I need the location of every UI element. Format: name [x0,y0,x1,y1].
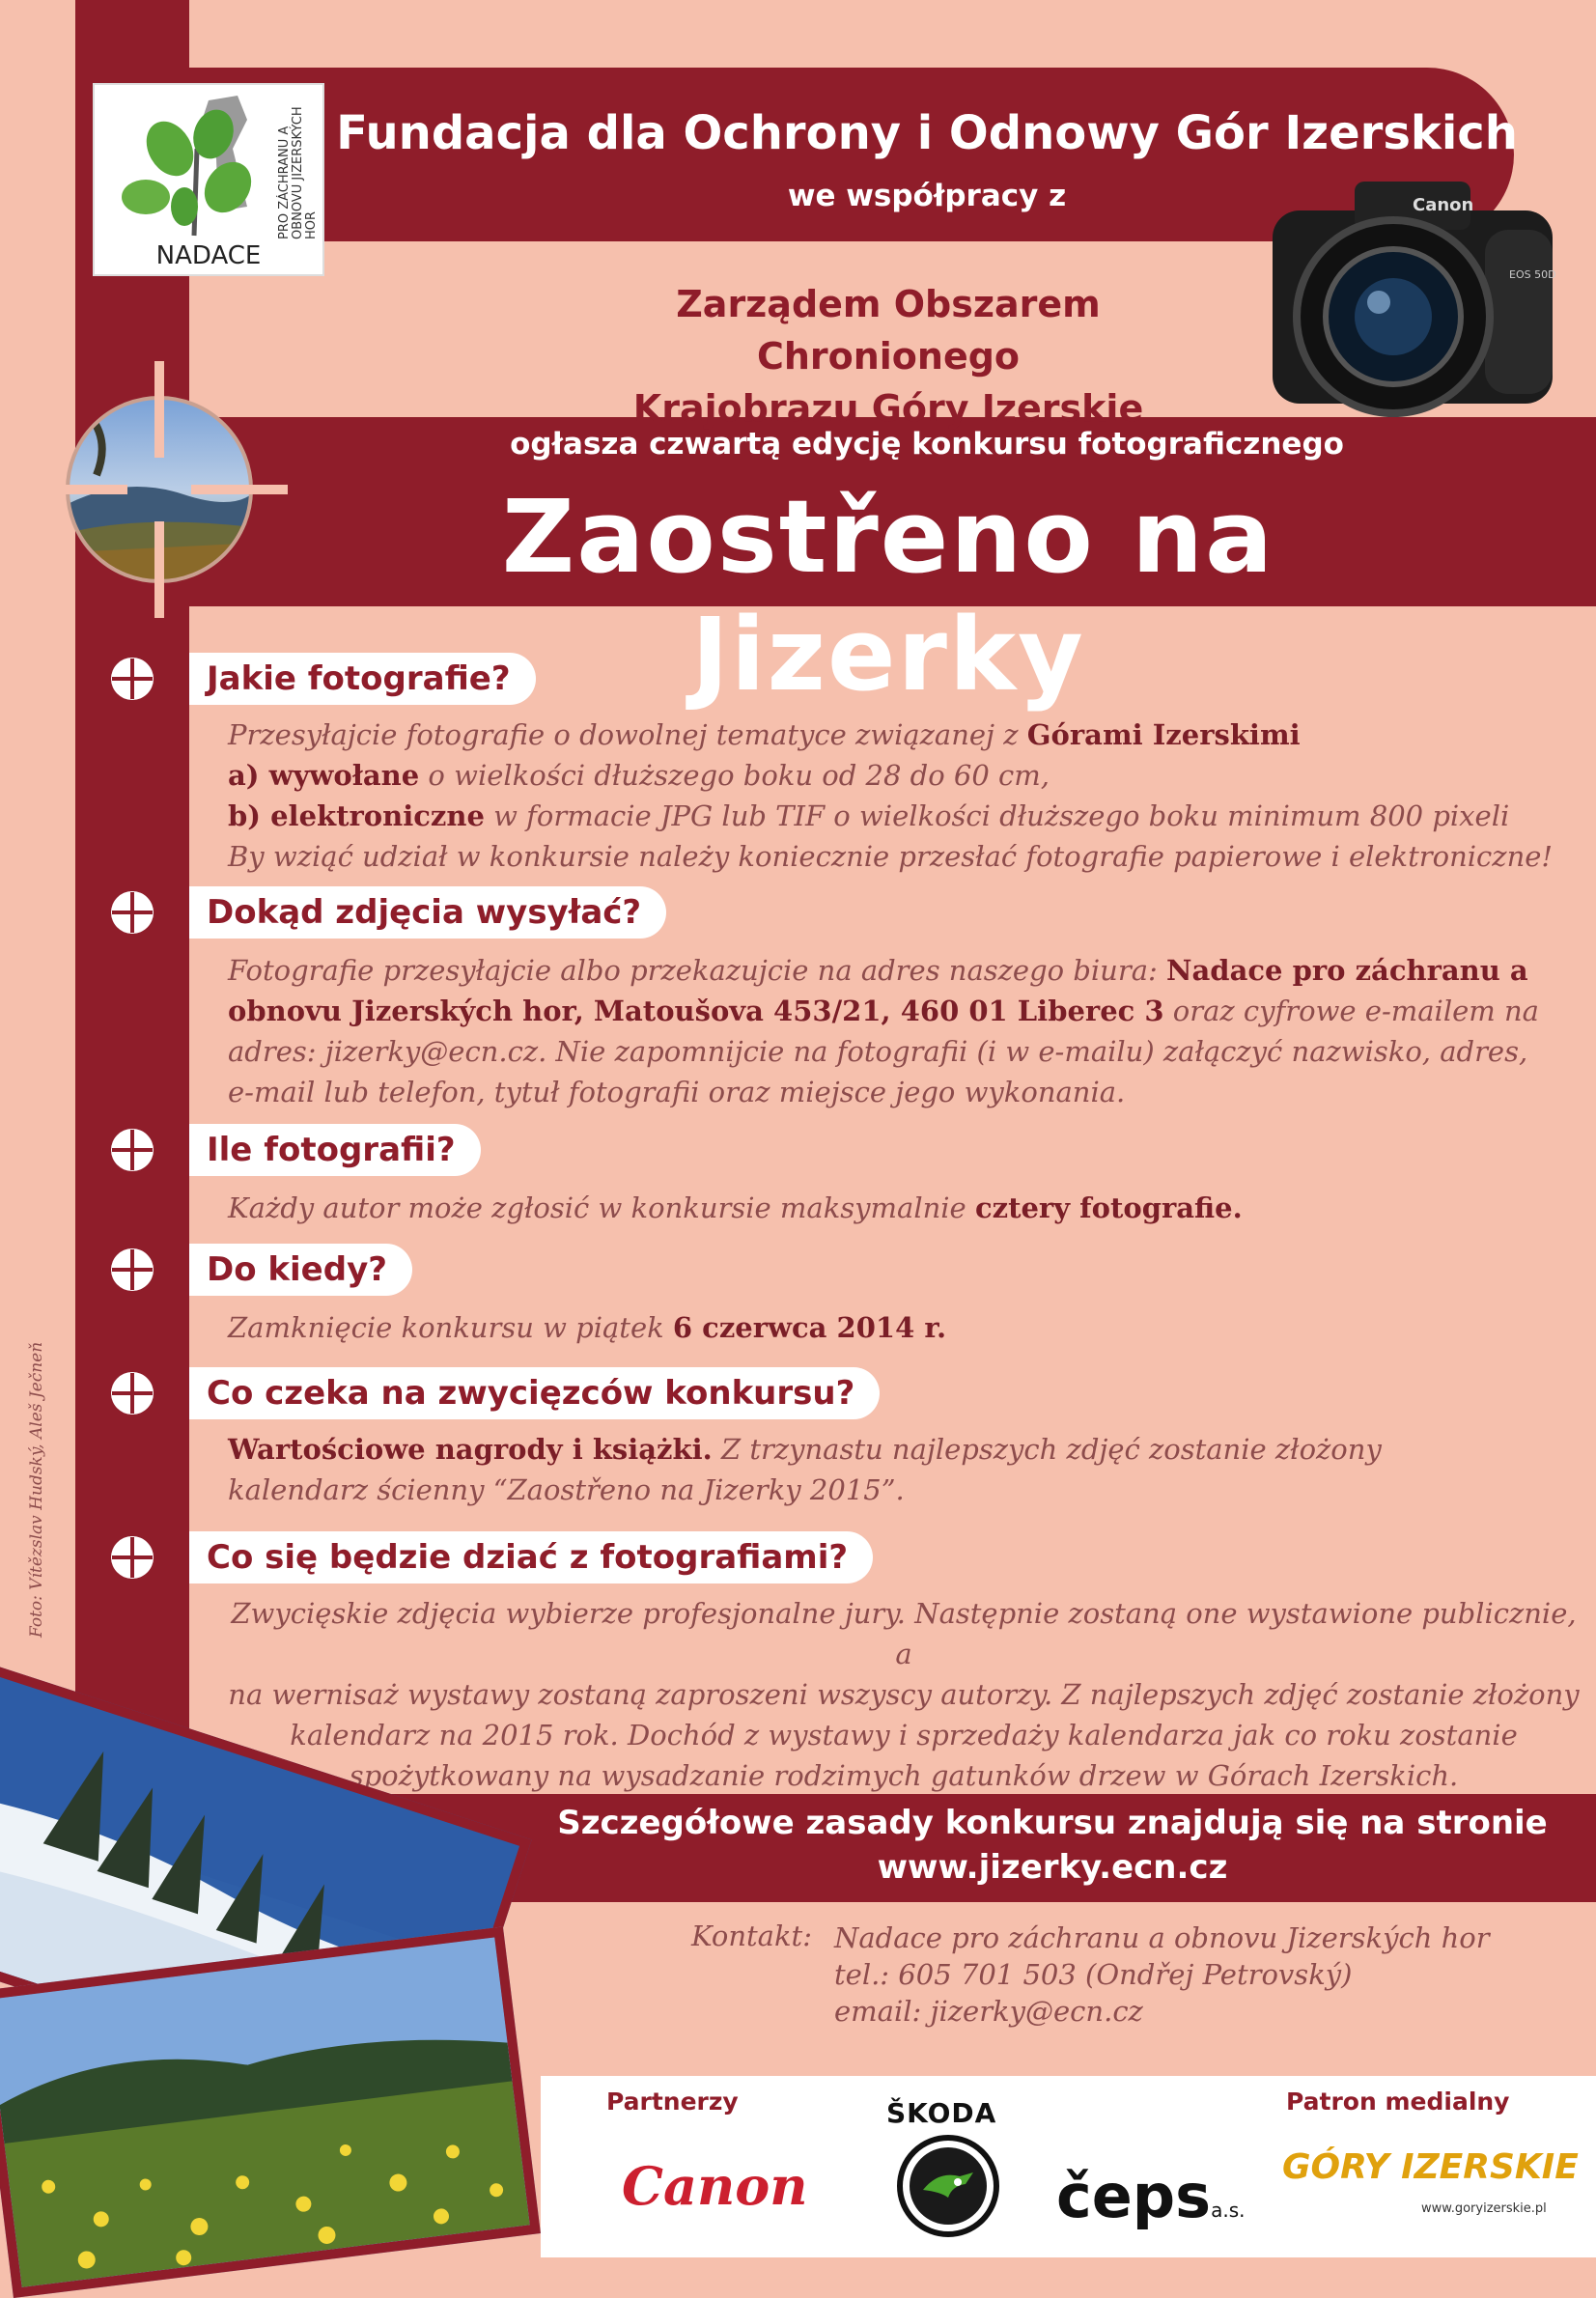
section-5-text: Wartościowe nagrody i książki. Z trzynastu najlepszych zdjęć zostanie złożony kalendarz ścienny “Zaostřeno na Jizerky 2015”. [228,1433,1382,1506]
heading-dokad-wysylac: Dokąd zdjęcia wysyłać? [189,886,666,939]
heading-nagrody: Co czeka na zwycięzców konkursu? [189,1367,880,1419]
partner-organization [541,278,1236,434]
canon-logo: Canon [622,2155,808,2217]
media-patron-label: Patron medialny [1286,2088,1510,2116]
contact-org: Nadace pro záchranu a obnovu Jizerských hor [834,1921,1490,1954]
heading-co-z-fotografiami: Co się będzie dziać z fotografiami? [189,1531,873,1583]
crosshair-photo [29,359,290,620]
contest-title: Zaostřeno na Jizerky [501,478,1275,714]
crosshair-bullet-icon [110,1535,154,1580]
partners-label: Partnerzy [606,2088,739,2116]
logo-text: NADACE [155,241,262,270]
contact-label: Kontakt: [691,1920,812,1952]
crosshair-bullet-icon [110,657,154,701]
contact-details [834,1920,1490,2030]
crosshair-bullet-icon [110,890,154,935]
partner-line-2: Krajobrazu Góry Izerskie [632,387,1144,430]
section-1-text: Przesyłajcie fotografie o dowolnej tematyce związanej z Górami Izerskimi a) wywołane o wielkości dłuższego boku od 28 do 60 cm, b) elektroniczne w formacie JPG lub TIF o wielkości dłuższego boku minimum 800 pixeli By wziąć udział w konkursie należy koniecznie przesłać fotografie papierowe i elektroniczne! [228,718,1554,873]
ceps-logo: čepsa.s. [1056,2161,1246,2231]
cooperation-text: we współpracy z [787,179,1067,213]
rules-info [521,1801,1583,1890]
section-4-text: Zamknięcie konkursu w piątek 6 czerwca 2014 r. [228,1311,947,1344]
section-2-text: Fotografie przesyłajcie albo przekazujcie na adres naszego biura: Nadace pro záchranu a obnovu Jizerských hor, Matoušova 453/21, 460 01 Liberec 3 oraz cyfrowe e-mailem na adres: jizerky@ecn.cz. Nie zapomnijcie na fotografii (i w e-mailu) załączyć nazwisko, adres, e-mail lub telefon, tytuł fotografii oraz miejsce jego wykonania. [228,954,1539,1108]
section-3-text: Każdy autor może zgłosić w konkursie maksymalnie cztery fotografie. [228,1191,1243,1224]
tree-leaves-icon [102,91,286,245]
gory-izerskie-url: www.goryizerskie.pl [1421,2201,1547,2216]
meadow-daffodils-photo [0,1926,541,2298]
partner-line-1: Zarządem Obszarem Chronionego [676,283,1101,378]
organization-name: Fundacja dla Ochrony i Odnowy Gór Izerskich [336,106,1518,160]
section-6-text: Zwycięskie zdjęcia wybierze profesjonalne jury. Następnie zostaną one wystawione publicznie, a na wernisaż wystawy zostaną zaproszeni wszyscy autorzy. Z najlepszych zdjęć zostanie złożony kalendarz na 2015 rok. Dochód z wystawy i sprzedaży kalendarza jak co roku zostanie spożytkowany na wysadzanie rodzimych gatunków drzew w Górach Izerskich. [228,1597,1580,1792]
heading-ile-fotografii: Ile fotografii? [189,1124,481,1176]
website-link[interactable]: www.jizerky.ecn.cz [877,1848,1228,1887]
crosshair-bullet-icon [110,1128,154,1172]
contact-tel: tel.: 605 701 503 (Ondřej Petrovský) [834,1958,1353,1991]
skoda-logo-icon [896,2134,1000,2238]
gory-izerskie-logo: GÓRY IZERSKIE [1282,2147,1579,2187]
camera-brand: Canon [1413,195,1474,215]
skoda-wordmark: ŠKODA [886,2097,997,2129]
nadace-logo [93,83,324,276]
crosshair-bullet-icon [110,1371,154,1415]
crosshair-bullet-icon [110,1247,154,1292]
heading-jakie-fotografie: Jakie fotografie? [189,653,536,705]
logo-subtext: PRO ZÁCHRANU A OBNOVU JIZERSKÝCH HOR [277,106,319,239]
rules-line: Szczegółowe zasady konkursu znajdują się na stronie [557,1804,1548,1842]
camera-model: EOS 50D [1509,268,1556,281]
announcement: ogłasza czwartą edycję konkursu fotograficznego [510,427,1344,462]
contact-email[interactable]: email: jizerky@ecn.cz [834,1995,1143,2028]
heading-do-kiedy: Do kiedy? [189,1244,412,1296]
camera-image [1263,172,1562,431]
photo-credit: Foto: Vítězslav Hudský, Aleš Ječneň [27,1342,46,1639]
